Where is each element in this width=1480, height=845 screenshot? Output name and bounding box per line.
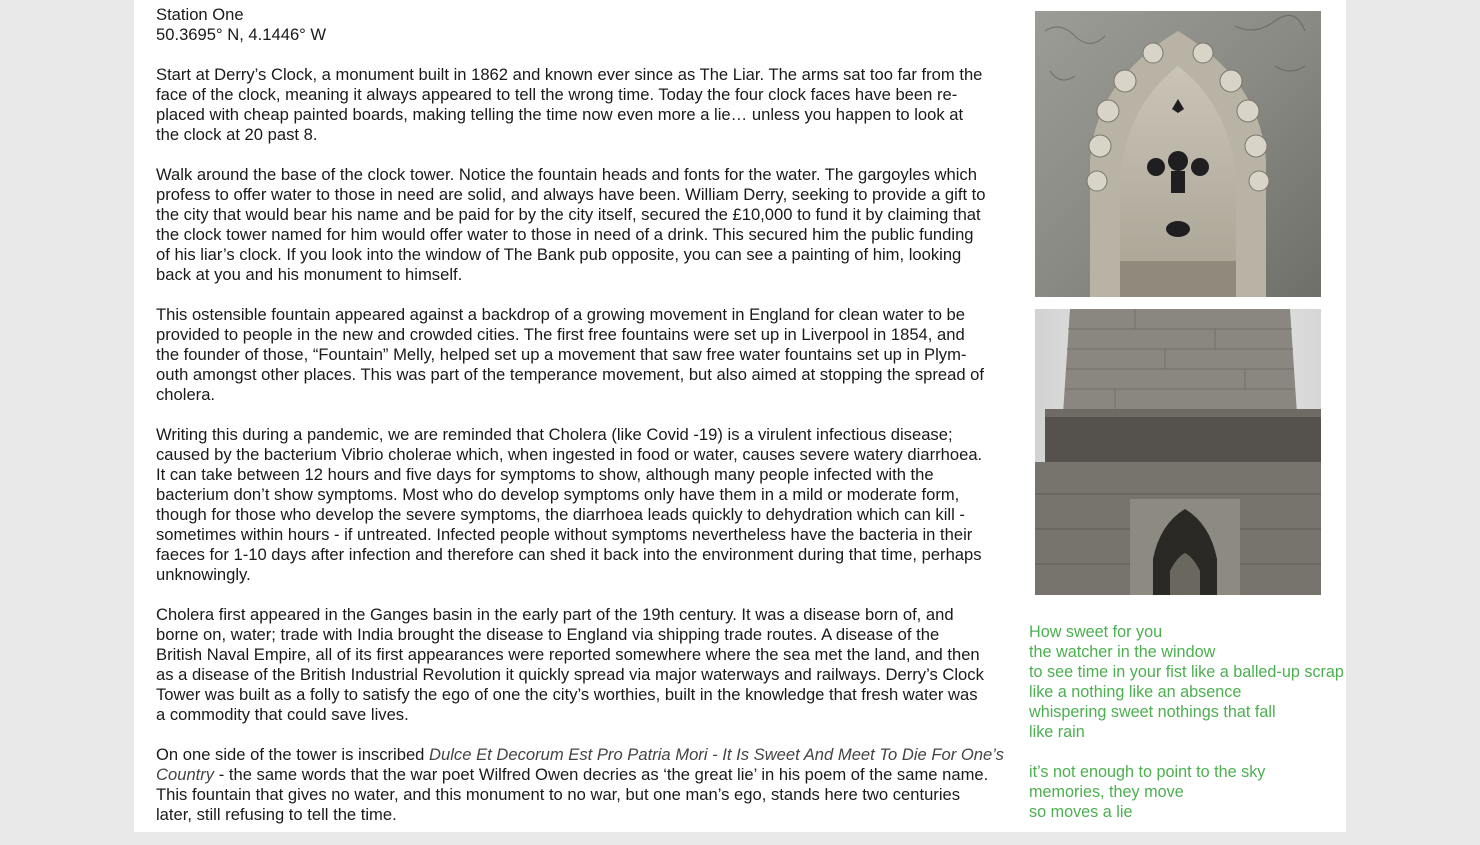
text-line xyxy=(156,765,1006,785)
text-line: This ostensible fountain appeared against a backdrop of a growing movement in England for clean water to be xyxy=(156,305,965,324)
station-header xyxy=(156,5,1006,45)
text-line: face of the clock, meaning it always appeared to tell the wrong time. Today the four clock faces have been re- xyxy=(156,85,958,104)
paragraph-derrys-clock xyxy=(156,65,1006,145)
fountain-niche-photo xyxy=(1035,11,1321,297)
text-line: the clock at 20 past 8. xyxy=(156,125,318,144)
paragraph-cholera-pandemic xyxy=(156,425,1006,585)
text-line: borne on, water; trade with India brought the disease to England via shipping trade routes. A disease of the xyxy=(156,625,940,644)
poem-line: How sweet for you xyxy=(1029,623,1163,641)
text-line: sometimes within hours - if untreated. Infected people without symptoms nevertheless have the bacteria in their xyxy=(156,525,973,544)
clock-tower-base-photo xyxy=(1035,309,1321,595)
main-text-column xyxy=(156,5,1006,845)
text-line: Writing this during a pandemic, we are reminded that Cholera (like Covid -19) is a virulent infectious disease; xyxy=(156,425,953,444)
text-line: placed with cheap painted boards, making telling the time now even more a lie… unless you happen to look at xyxy=(156,105,964,124)
stanza-break xyxy=(1029,742,1346,762)
poem-line: like rain xyxy=(1029,723,1085,741)
text-line: caused by the bacterium Vibrio cholerae which, when ingested in food or water, causes severe watery diarrhoea. xyxy=(156,445,983,464)
text-line: as a disease of the British Industrial Revolution it quickly spread via major waterways and railways. Derry’s Clock xyxy=(156,665,984,684)
inscription-commentary: - the same words that the war poet Wilfred Owen decries as ‘the great lie’ in his poem of the same name. xyxy=(214,765,989,784)
text-line: cholera. xyxy=(156,385,216,404)
poem-line: like a nothing like an absence xyxy=(1029,683,1242,701)
text-line: provided to people in the new and crowded cities. The first free fountains were set up in Liverpool in 1854, and xyxy=(156,325,965,344)
text-line: of his liar’s clock. If you look into the window of The Bank pub opposite, you can see a painting of him, looking xyxy=(156,245,962,264)
latin-inscription: Dulce Et Decorum Est Pro Patria Mori xyxy=(429,745,708,764)
text-line: Walk around the base of the clock tower. Notice the fountain heads and fonts for the water. The gargoyles which xyxy=(156,165,977,184)
text-line: It can take between 12 hours and five days for symptoms to show, although many people infected with the xyxy=(156,465,934,484)
inscription-dash: - xyxy=(707,745,723,764)
paragraph-inscription xyxy=(156,745,1006,825)
inscription-intro: On one side of the tower is inscribed xyxy=(156,745,430,764)
text-line: a commodity that could save lives. xyxy=(156,705,409,724)
text-line: outh amongst other places. This was part of the temperance movement, but also aimed at stopping the spread of xyxy=(156,365,985,384)
text-line: though for those who develop the severe symptoms, the diarrhoea leads quickly to dehydration which can kill - xyxy=(156,505,965,524)
text-line: the founder of those, “Fountain” Melly, helped set up a movement that saw free water fountains set up in Plym- xyxy=(156,345,967,364)
poem-line: to see time in your fist like a balled-up scrap xyxy=(1029,663,1344,681)
poem-line: the watcher in the window xyxy=(1029,643,1216,661)
station-name: Station One xyxy=(156,5,244,24)
text-line: Start at Derry’s Clock, a monument built in 1862 and known ever since as The Liar. The arms sat too far from the xyxy=(156,65,983,84)
paragraph-clock-tower-base xyxy=(156,165,1006,285)
poem-line: whispering sweet nothings that fall xyxy=(1029,703,1276,721)
paragraph-fountain-movement xyxy=(156,305,1006,405)
poem-line: so moves a lie xyxy=(1029,803,1133,821)
text-line: the city that would bear his name and be paid for by the city itself, secured the £10,000 to fund it by claiming that xyxy=(156,205,981,224)
text-line: bacterium don’t show symptoms. Most who do develop symptoms only have them in a mild or moderate form, xyxy=(156,485,960,504)
poem xyxy=(1029,622,1346,822)
text-line: back at you and his monument to himself. xyxy=(156,265,463,284)
document-page xyxy=(134,0,1346,832)
english-translation-end: Country xyxy=(156,765,215,784)
text-line: the clock tower named for him would offer water to those in need of a drink. This secured him the public funding xyxy=(156,225,974,244)
station-coordinates: 50.3695° N, 4.1446° W xyxy=(156,25,327,44)
text-line: Cholera first appeared in the Ganges basin in the early part of the 19th century. It was a disease born of, and xyxy=(156,605,954,624)
text-line xyxy=(156,745,1006,765)
text-line: profess to offer water to those in need are solid, and always have been. William Derry, seeking to provide a gift to xyxy=(156,185,986,204)
text-line: unknowingly. xyxy=(156,565,251,584)
text-line: British Naval Empire, all of its first appearances were reported somewhere where the sea met the land, and then xyxy=(156,645,980,664)
text-line: This fountain that gives no water, and this monument to no war, but one man’s ego, stands here two centuries xyxy=(156,785,961,804)
text-line: later, still refusing to tell the time. xyxy=(156,805,397,824)
poem-line: memories, they move xyxy=(1029,783,1184,801)
poem-line: it’s not enough to point to the sky xyxy=(1029,763,1266,781)
english-translation: It Is Sweet And Meet To Die For One’s xyxy=(722,745,1004,764)
paragraph-cholera-history xyxy=(156,605,1006,725)
text-line: faeces for 1-10 days after infection and therefore can shed it back into the environment during that time, perhaps xyxy=(156,545,982,564)
text-line: Tower was built as a folly to satisfy the ego of one the city’s worthies, built in the knowledge that fresh water was xyxy=(156,685,978,704)
